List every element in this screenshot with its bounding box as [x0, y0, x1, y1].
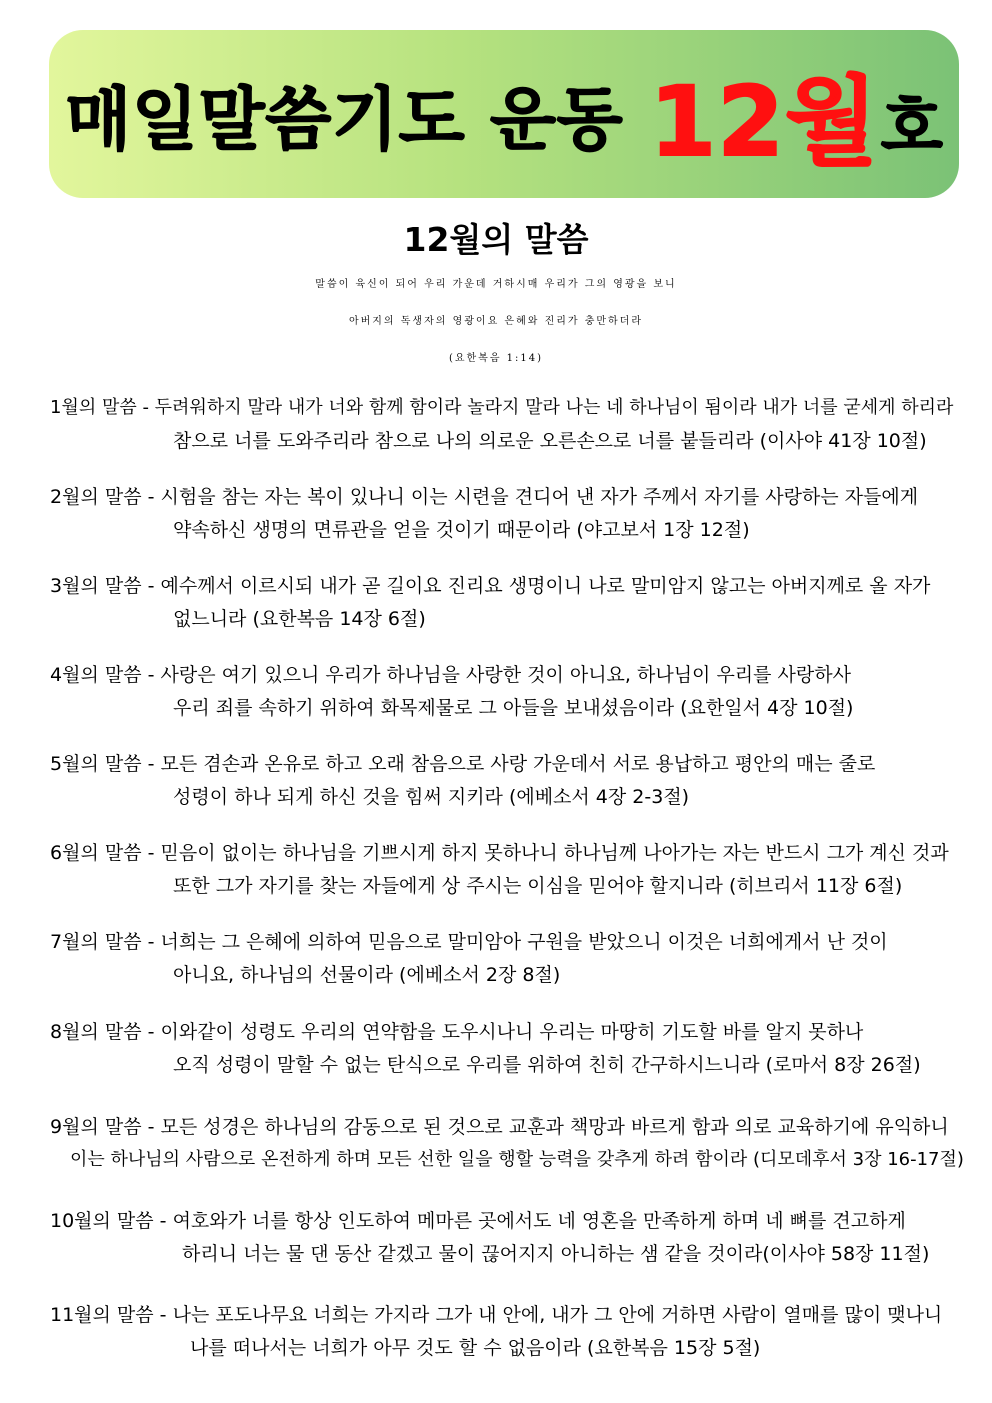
entry-line-1 — [50, 1205, 906, 1237]
entry-label: 5월의 말씀 - — [50, 753, 161, 775]
entry-text: 너희는 그 은혜에 의하여 믿음으로 말미암아 구원을 받았으니 이것은 너희에게서 난 것이 — [160, 931, 888, 953]
entry-line-2: 아니요, 하나님의 선물이라 (에베소서 2장 8절) — [173, 964, 561, 986]
entry-line-1 — [50, 837, 949, 869]
entry-line-1 — [50, 570, 930, 602]
month-verse — [0, 266, 992, 377]
entry-label: 2월의 말씀 - — [50, 486, 161, 508]
entry-line-1 — [50, 659, 851, 691]
entry-line-1 — [50, 1111, 949, 1143]
entry-line-2: 이는 하나님의 사람으로 온전하게 하며 모든 선한 일을 행할 능력을 갖추게 하려 함이라 (디모데후서 3장 16-17절) — [70, 1149, 964, 1170]
entry-label: 6월의 말씀 - — [50, 842, 161, 864]
entry-line-2: 하리니 너는 물 댄 동산 같겠고 물이 끊어지지 아니하는 샘 같을 것이라(이사야 58장 11절) — [182, 1243, 930, 1265]
entry-text: 나는 포도나무요 너희는 가지라 그가 내 안에, 내가 그 안에 거하면 사람이 열매를 많이 맺나니 — [172, 1304, 943, 1326]
entry-line-2: 우리 죄를 속하기 위하여 화목제물로 그 아들을 보내셨음이라 (요한일서 4장 10절) — [173, 697, 854, 719]
entry-line-1 — [50, 1016, 863, 1048]
entry-line-2: 약속하신 생명의 면류관을 얻을 것이기 때문이라 (야고보서 1장 12절) — [173, 519, 750, 541]
banner-month-text: 12월 — [649, 65, 879, 178]
entry-text: 여호와가 너를 항상 인도하여 메마른 곳에서도 네 영혼을 만족하게 하며 네 뼈를 견고하게 — [172, 1210, 906, 1232]
month-verse-line-1: 말씀이 육신이 되어 우리 가운데 거하시매 우리가 그의 영광을 보니 — [315, 279, 677, 290]
entry-label: 1월의 말씀 - — [50, 397, 155, 418]
month-verse-heading: 12월의 말씀 — [403, 220, 589, 259]
entry-line-2: 오직 성령이 말할 수 없는 탄식으로 우리를 위하여 친히 간구하시느니라 (로마서 8장 26절) — [173, 1054, 921, 1076]
entry-line-1 — [50, 481, 918, 513]
month-verse-line-2: 아버지의 독생자의 영광이요 은혜와 진리가 충만하더라 — [348, 316, 644, 327]
entry-line-2: 나를 떠나서는 너희가 아무 것도 할 수 없음이라 (요한복음 15장 5절) — [190, 1337, 761, 1359]
banner-main-text: 매일말씀기도 운동 — [65, 80, 624, 160]
entry-label: 11월의 말씀 - — [50, 1304, 173, 1326]
entry-label: 9월의 말씀 - — [50, 1116, 161, 1138]
entry-line-2: 없느니라 (요한복음 14장 6절) — [173, 608, 426, 630]
entry-label: 8월의 말씀 - — [50, 1021, 161, 1043]
entry-text: 시험을 참는 자는 복이 있나니 이는 시련을 견디어 낸 자가 주께서 자기를 사랑하는 자들에게 — [160, 486, 919, 508]
entry-label: 10월의 말씀 - — [50, 1210, 173, 1232]
title-banner — [49, 30, 959, 198]
banner-title — [49, 30, 959, 198]
entry-text: 모든 겸손과 온유로 하고 오래 참음으로 사랑 가운데서 서로 용납하고 평안의 매는 줄로 — [160, 753, 876, 775]
banner-suffix-text: 호 — [880, 91, 943, 165]
entry-text: 이와같이 성령도 우리의 연약함을 도우시나니 우리는 마땅히 기도할 바를 알지 못하나 — [160, 1021, 864, 1043]
entry-line-2: 참으로 너를 도와주리라 참으로 나의 의로운 오른손으로 너를 붙들리라 (이사야 41장 10절) — [173, 430, 927, 452]
entry-text: 모든 성경은 하나님의 감동으로 된 것으로 교훈과 책망과 바르게 함과 의로 교육하기에 유익하니 — [160, 1116, 949, 1138]
entry-line-1 — [50, 1299, 942, 1331]
entry-line-2: 또한 그가 자기를 찾는 자들에게 상 주시는 이심을 믿어야 할지니라 (히브리서 11장 6절) — [173, 875, 903, 897]
entry-line-2: 성령이 하나 되게 하신 것을 힘써 지키라 (에베소서 4장 2-3절) — [173, 786, 690, 808]
entry-label: 7월의 말씀 - — [50, 931, 161, 953]
entry-line-1 — [50, 392, 953, 424]
entry-text: 사랑은 여기 있으니 우리가 하나님을 사랑한 것이 아니요, 하나님이 우리를 사랑하사 — [160, 664, 851, 686]
entry-text: 믿음이 없이는 하나님을 기쁘시게 하지 못하나니 하나님께 나아가는 자는 반드시 그가 계신 것과 — [160, 842, 949, 864]
entry-text: 예수께서 이르시되 내가 곧 길이요 진리요 생명이니 나로 말미암지 않고는 아버지께로 올 자가 — [160, 575, 931, 597]
entry-line-1 — [50, 926, 888, 958]
entry-line-1 — [50, 748, 875, 780]
entry-text: 두려워하지 말라 내가 너와 함께 함이라 놀라지 말라 나는 네 하나님이 됨이라 내가 너를 굳세게 하리라 — [154, 397, 954, 418]
month-verse-reference: (요한복음 1:14) — [448, 353, 544, 364]
entry-label: 3월의 말씀 - — [50, 575, 161, 597]
entry-label: 4월의 말씀 - — [50, 664, 161, 686]
